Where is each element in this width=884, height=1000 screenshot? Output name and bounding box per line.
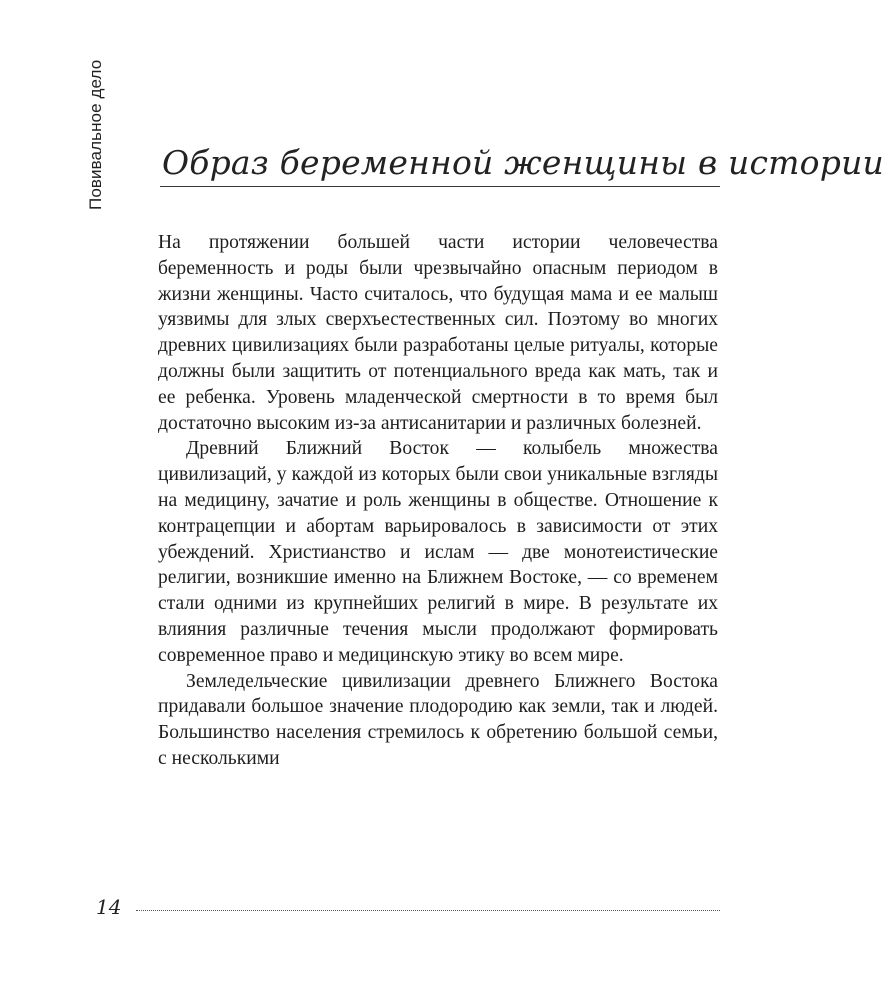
- page-number: 14: [96, 895, 122, 919]
- paragraph-1: На протяжении большей части истории человечества беременность и роды были чрезвычайно опасным периодом в жизни женщины. Часто считалось, что будущая мама и ее малыш уязвимы для злых сверхъестественных сил. Поэтому во многих древних цивилизациях были разработаны целые ритуалы, которые должны были защитить от потенциального вреда как мать, так и ее ребенка. Уровень младенческой смертности в то время был достаточно высоким из-за антисанитарии и различных болезней.: [158, 232, 718, 434]
- running-header: Повивальное дело: [86, 59, 105, 210]
- paragraph-2: Древний Ближний Восток — колыбель множества цивилизаций, у каждой из которых были свои уникальные взгляды на медицину, зачатие и роль женщины в обществе. Отношение к контрацепции и абортам варьировалось в зависимости от этих убеждений. Христианство и ислам — две монотеистические религии, возникшие именно на Ближнем Востоке, — со временем стали одними из крупнейших религий в мире. В результате их влияния различные течения мысли продолжают формировать современное право и медицинскую этику во всем мире.: [158, 438, 718, 666]
- paragraph-3: Земледельческие цивилизации древнего Ближнего Востока придавали большое значение плодородию как земли, так и людей. Большинство населения стремилось к обретению большой семьи, с несколькими: [158, 670, 718, 769]
- chapter-title: Образ беременной женщины в истории: [162, 143, 884, 182]
- body-text: [158, 230, 718, 772]
- title-underline: [160, 186, 720, 187]
- footer-dotted-rule: [136, 910, 720, 911]
- page-footer: [96, 895, 720, 919]
